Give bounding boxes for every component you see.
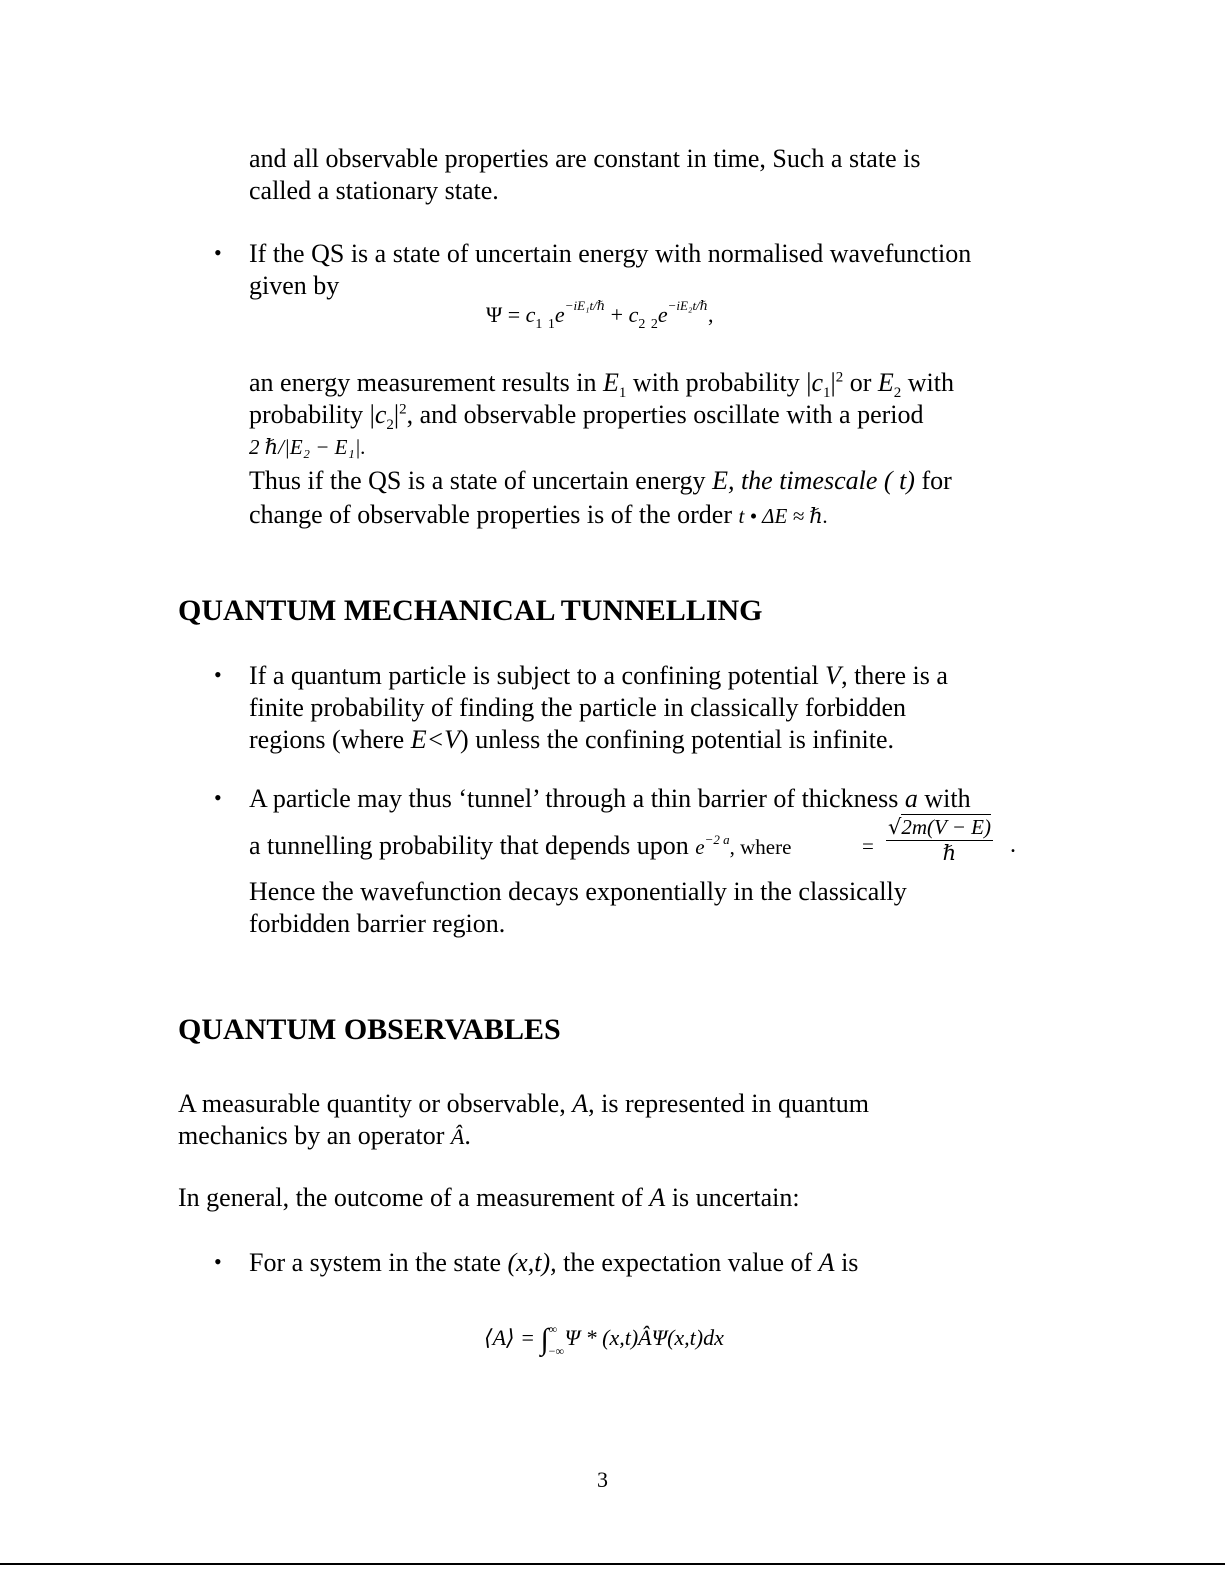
- section-title-observables: QUANTUM OBSERVABLES: [178, 1013, 561, 1046]
- confining-line-3: regions (where E<V) unless the confining potential is infinite.: [249, 725, 895, 754]
- observable-line-2: mechanics by an operator Â.: [178, 1121, 471, 1150]
- tunnel-line-2: a tunnelling probability that depends upon $e^{-2 a}$, where: [249, 831, 792, 860]
- period-formula: 2 ℏ/|E₂ − E₁|.: [249, 435, 366, 459]
- intro-line-1: and all observable properties are constant in time, Such a state is: [249, 144, 921, 173]
- tunnel-paragraph: [249, 783, 971, 815]
- confining-potential-paragraph: [249, 660, 948, 756]
- decay-paragraph: [249, 876, 907, 940]
- bullet-marker: •: [214, 662, 222, 687]
- page-bottom-rule: [0, 1563, 1225, 1565]
- expectation-equation: ⟨A⟩ = ∫ ∞ −∞ Ψ * (x,t)ÂΨ(x,t)dx: [484, 1322, 724, 1358]
- observable-line-1: A measurable quantity or observable, A, is represented in quantum: [178, 1089, 869, 1118]
- kappa-equals: =: [862, 834, 874, 858]
- timescale-line-1: Thus if the QS is a state of uncertain energy E, the timescale ( t) for: [249, 466, 952, 495]
- bullet-marker: •: [214, 785, 222, 810]
- uncertain-outcome-paragraph: In general, the outcome of a measurement of A is uncertain:: [178, 1183, 800, 1212]
- page-number: 3: [597, 1467, 608, 1492]
- intro-line-2: called a stationary state.: [249, 176, 499, 205]
- confining-line-2: finite probability of finding the particle in classically forbidden: [249, 693, 907, 722]
- confining-line-1: If a quantum particle is subject to a confining potential V, there is a: [249, 661, 948, 690]
- uncertain-energy-paragraph: [249, 238, 971, 302]
- wavefunction-equation: $\Psi = c_1$ $_1e^{-iE_1t/\hbar} + c_2$ $_2e^{-iE_2t/\hbar}$,: [486, 298, 714, 332]
- decay-line-1: Hence the wavefunction decays exponentially in the classically: [249, 877, 907, 906]
- energy-measurement-line-1: an energy measurement results in $E_1$ with probability $|c_1|^2$ or $E_2$ with: [249, 368, 955, 402]
- section-title-tunnelling: QUANTUM MECHANICAL TUNNELLING: [178, 594, 763, 627]
- kappa-period: .: [1010, 832, 1016, 858]
- bullet-marker: •: [214, 1249, 222, 1274]
- tunnel-line-1: A particle may thus ‘tunnel’ through a thin barrier of thickness a with: [249, 784, 971, 813]
- kappa-fraction: √2m(V − E) ℏ: [888, 815, 991, 865]
- decay-line-2: forbidden barrier region.: [249, 909, 506, 938]
- intro-paragraph: [249, 143, 920, 207]
- bullet-marker: •: [214, 240, 222, 265]
- uncertain-energy-line-1: If the QS is a state of uncertain energy with normalised wavefunction: [249, 239, 972, 268]
- uncertain-energy-line-2: given by: [249, 271, 340, 300]
- energy-measurement-line-2: probability $|c_2|^2$, and observable properties oscillate with a period: [249, 400, 924, 434]
- expectation-paragraph: For a system in the state (x,t), the expectation value of A is: [249, 1248, 859, 1277]
- timescale-line-2: change of observable properties is of the order t • ΔE ≈ ℏ.: [249, 500, 829, 529]
- energy-measurement-paragraph: [249, 367, 954, 532]
- observable-paragraph: [178, 1088, 869, 1153]
